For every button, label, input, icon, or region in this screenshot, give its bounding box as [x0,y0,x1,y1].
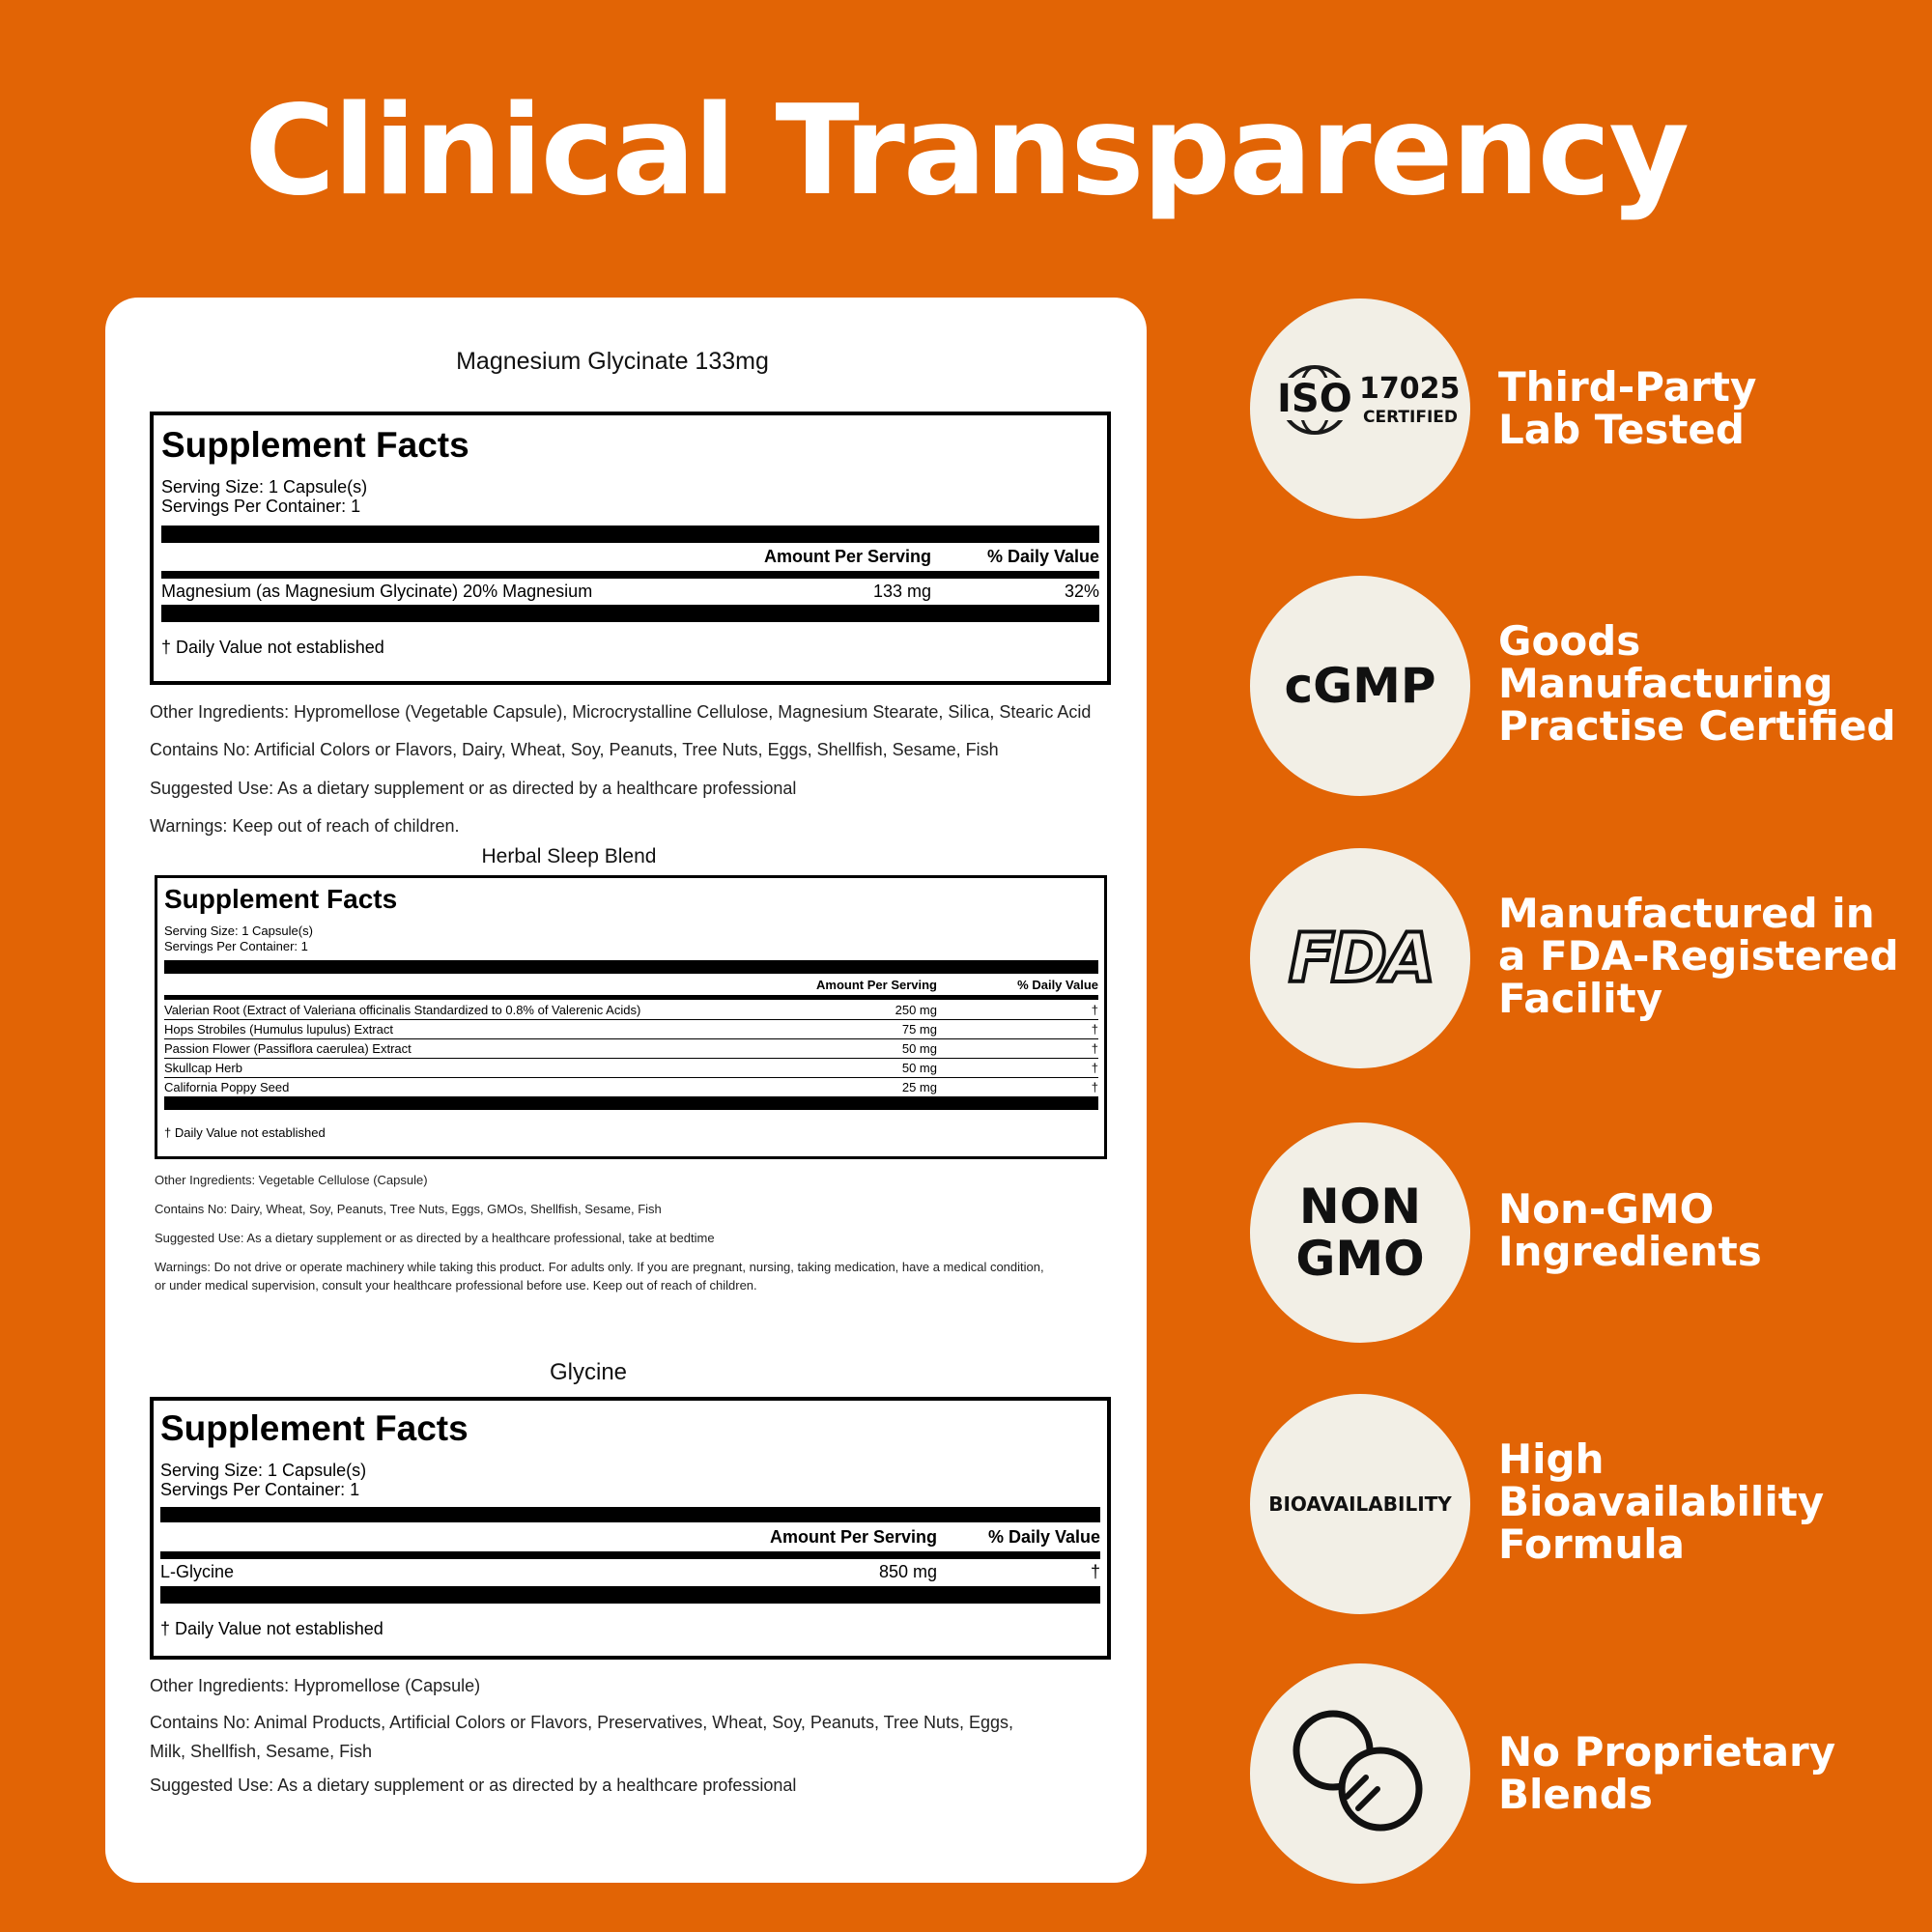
supplement-facts-panel [155,875,1107,1159]
divider [161,526,1099,543]
bioavailability-text: BIOAVAILABILITY [1268,1492,1452,1516]
badge-label: Non-GMO Ingredients [1498,1185,1762,1275]
divider [164,995,1098,1000]
badge-third-party-tested [1250,298,1926,521]
ingredient-amount: 75 mg [901,1022,937,1037]
divider [160,1586,1100,1604]
nutrient-name: Magnesium (as Magnesium Glycinate) 20% Magnesium [161,582,593,601]
contains-no: Contains No: Artificial Colors or Flavors, Dairy, Wheat, Soy, Peanuts, Tree Nuts, Eggs, Shellfish, Sesame, Fish [150,740,999,759]
nutrient-dv: 32% [1064,582,1099,601]
page-title: Clinical Transparency [244,79,1688,223]
ingredient-name: Passion Flower (Passiflora caerulea) Extract [164,1041,412,1056]
product-title: Herbal Sleep Blend [481,845,657,867]
servings-per-container: Servings Per Container: 1 [160,1480,360,1499]
certification-badges [1250,0,1926,1932]
badge-bioavailability [1250,1394,1926,1616]
other-ingredients: Other Ingredients: Hypromellose (Vegetable Capsule), Microcrystalline Cellulose, Magnesium Stearate, Silica, Stearic Acid [150,702,1092,722]
badge-cgmp [1250,576,1926,798]
suggested-use: Suggested Use: As a dietary supplement or as directed by a healthcare professional [150,779,797,798]
ingredient-row [164,1001,1098,1020]
supplement-facts-panel [150,1397,1111,1660]
non-gmo-icon [1250,1122,1470,1343]
badge-fda [1250,848,1926,1070]
divider [164,1096,1098,1110]
badge-non-gmo [1250,1122,1926,1345]
ingredient-name: California Poppy Seed [164,1080,290,1094]
badge-label: No Proprietary Blends [1498,1728,1836,1818]
product-title: Magnesium Glycinate 133mg [456,348,769,375]
warnings-continued: or under medical supervision, consult your healthcare professional before use. Keep out of reach of children. [155,1278,757,1293]
warnings: Warnings: Do not drive or operate machinery while taking this product. For adults only. If you are pregnant, nursing, taking medication, have a medical condition, [155,1260,1044,1274]
ingredient-name: Skullcap Herb [164,1061,242,1075]
facts-footnote: † Daily Value not established [164,1125,326,1140]
serving-size: Serving Size: 1 Capsule(s) [160,1461,367,1480]
ingredient-amount: 850 mg [878,1562,937,1581]
warnings: Warnings: Keep out of reach of children. [150,816,460,836]
iso-number: 17025 [1359,372,1461,406]
servings-per-container: Servings Per Container: 1 [164,939,308,953]
iso-certified: CERTIFIED [1363,408,1458,427]
pills-icon [1250,1663,1470,1884]
ingredient-name: Valerian Root (Extract of Valeriana officinalis Standardized to 0.8% of Valerenic Acids) [164,1003,641,1017]
facts-title: Supplement Facts [164,884,398,914]
iso-17025-certified-icon [1250,298,1470,519]
product-title: Glycine [549,1359,628,1385]
non-text: NON [1298,1179,1422,1235]
column-header-dv: % Daily Value [987,1527,1100,1547]
ingredient-row [164,1039,1098,1059]
ingredient-dv: † [1091,1080,1098,1094]
ingredient-dv: † [1091,1003,1098,1017]
badge-label: Third-Party Lab Tested [1498,363,1757,453]
iso-text: ISO [1277,377,1352,421]
badge-no-proprietary-blends [1250,1663,1926,1886]
facts-title: Supplement Facts [160,1408,469,1448]
badge-label: Manufactured in a FDA-Registered Facility [1498,890,1899,1022]
ingredient-row [164,1059,1098,1078]
column-header-amount: Amount Per Serving [769,1527,937,1547]
divider [160,1551,1100,1559]
facts-title: Supplement Facts [161,425,469,465]
fda-text: FDA [1288,919,1433,998]
gmo-text: GMO [1295,1231,1425,1287]
facts-footnote: † Daily Value not established [161,638,384,657]
ingredient-amount: 50 mg [901,1041,937,1056]
divider [161,605,1099,622]
contains-no: Contains No: Animal Products, Artificial Colors or Flavors, Preservatives, Wheat, Soy, Peanuts, Tree Nuts, Eggs, [150,1713,1014,1732]
cgmp-icon [1250,576,1470,796]
divider [161,571,1099,579]
ingredient-row [164,1020,1098,1039]
suggested-use: Suggested Use: As a dietary supplement or as directed by a healthcare professional [150,1776,797,1795]
divider [164,960,1098,974]
ingredient-name: Hops Strobiles (Humulus lupulus) Extract [164,1022,393,1037]
ingredient-amount: 250 mg [895,1003,937,1017]
ingredient-amount: 25 mg [901,1080,937,1094]
ingredient-row [164,1078,1098,1095]
capsule-pills-icon [1250,1663,1470,1884]
contains-no: Contains No: Dairy, Wheat, Soy, Peanuts, Tree Nuts, Eggs, GMOs, Shellfish, Sesame, Fish [155,1202,662,1216]
badge-label: Goods Manufacturing Practise Certified [1498,617,1896,750]
nutrient-amount: 133 mg [872,582,931,601]
ingredient-dv: † [1091,1061,1098,1075]
column-header-amount: Amount Per Serving [763,547,931,566]
fda-icon [1250,848,1470,1068]
divider [160,1507,1100,1522]
column-header-dv: % Daily Value [986,547,1099,566]
ingredient-dv: † [1090,1562,1100,1581]
badge-label: High Bioavailability Formula [1498,1435,1825,1568]
ingredient-name: L-Glycine [160,1562,235,1581]
ingredient-amount: 50 mg [901,1061,937,1075]
serving-size: Serving Size: 1 Capsule(s) [161,477,368,497]
facts-footnote: † Daily Value not established [160,1619,384,1638]
ingredient-dv: † [1091,1022,1098,1037]
bioavailability-icon [1250,1394,1470,1614]
serving-size: Serving Size: 1 Capsule(s) [164,923,313,938]
column-header-amount: Amount Per Serving [816,978,937,992]
supplement-facts-panel [150,412,1111,685]
ingredient-dv: † [1091,1041,1098,1056]
suggested-use: Suggested Use: As a dietary supplement or as directed by a healthcare professional, take at bedtime [155,1231,715,1245]
column-header-dv: % Daily Value [1017,978,1098,992]
servings-per-container: Servings Per Container: 1 [161,497,361,516]
supplement-facts-card [105,298,1147,1883]
cgmp-text: cGMP [1284,658,1436,714]
contains-no-continued: Milk, Shellfish, Sesame, Fish [150,1742,373,1761]
other-ingredients: Other Ingredients: Vegetable Cellulose (Capsule) [155,1173,428,1187]
other-ingredients: Other Ingredients: Hypromellose (Capsule) [150,1676,481,1695]
